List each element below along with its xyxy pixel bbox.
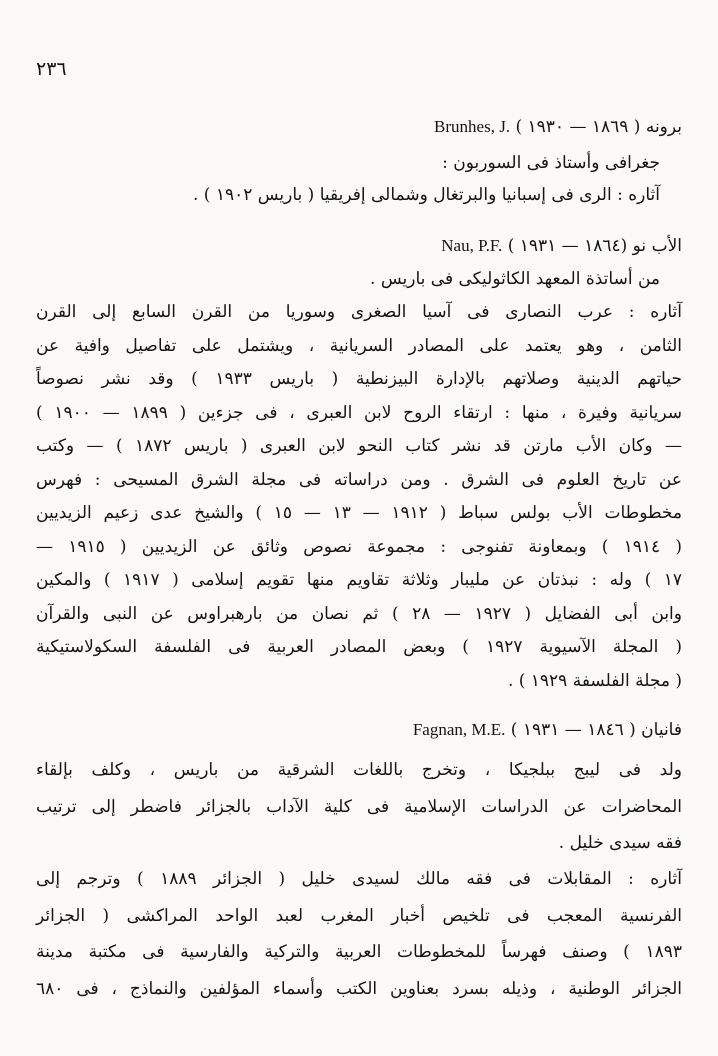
entry-heading-nau (435, 233, 682, 263)
entry-line: عن تاريخ العلوم فى الشرق . ومن دراساته فى مجلة الشرق المسيحى : فهرس (36, 470, 682, 490)
entry-line: جغرافى وأستاذ فى السوربون : (442, 153, 660, 173)
entry-line: من أساتذة المعهد الكاثوليكى فى باريس . (370, 269, 660, 289)
entry-heading-arabic: فانيان ( ١٨٤٦ — ١٩٣١ ) (510, 720, 682, 740)
entry-line: ( مجلة الفلسفة ١٩٢٩ ) . (507, 671, 682, 691)
entry-heading-arabic: برونه ( ١٨٦٩ — ١٩٣٠ ) (515, 117, 682, 137)
entry-line: آثاره : الرى فى إسبانيا والبرتغال وشمالى إفريقيا ( باريس ١٩٠٢ ) . (192, 185, 660, 205)
entry-heading-latin: Nau, P.F. (441, 236, 503, 255)
entry-heading-latin: Fagnan, M.E. (412, 720, 506, 739)
entry-line: الجزائر الوطنية ، وذيله بسرد بعناوين الكتب وأسماء المؤلفين والنماذج ، فى ٦٨٠ (36, 979, 682, 999)
entry-line: ١٨٩٣ ) وصنف فهرساً للمخطوطات العربية والتركية والفارسية فى مكتبة مدينة (36, 942, 682, 962)
entry-line: ( المجلة الآسيوية ١٩٢٧ ) وبعض المصادر العربية فى الفلسفة السكولاستيكية (36, 637, 682, 657)
entry-line: وابن أبى الفضايل ( ١٩٢٧ — ٢٨ ) ثم نصان من بارهبراوس عن النبى والقرآن (36, 604, 682, 624)
entry-line: — وكان الأب مارتن قد نشر كتاب النحو لابن العبرى ( باريس ١٨٧٢ ) — وكتب (36, 436, 682, 456)
entry-line: سريانية وفيرة ، منها : ارتقاء الروح لابن العبرى ، فى جزءين ( ١٨٩٩ — ١٩٠٠ ) (36, 403, 683, 423)
entry-heading-arabic: الأب نو (١٨٦٤ — ١٩٣١ ) (507, 236, 682, 256)
entry-line: حياتهم الدينية وصلاتهم بالإدارة البيزنطية ( باريس ١٩٣٣ ) وقد نشر نصوصاً (36, 369, 683, 389)
entry-heading-latin: Brunhes, J. (434, 117, 511, 136)
page-number: ٢٣٦ (36, 58, 67, 80)
entry-line: الفرنسية المعجب فى تلخيص أخبار المغرب لعبد الواحد المراكشى ( الجزائر (36, 906, 682, 926)
entry-line: آثاره : عرب النصارى فى آسيا الصغرى وسوريا من القرن السابع إلى القرن (36, 302, 682, 322)
entry-line: ( ١٩١٤ ) وبمعاونة تفنوجى : مجموعة نصوص وثائق عن الزيديين ( ١٩١٥ — (36, 537, 683, 557)
entry-line: ١٧ ) وله : نبذتان عن مليبار وثلاثة تقاويم منها تقويم إسلامى ( ١٩١٧ ) والمكين (36, 570, 683, 590)
entry-line: فقه سيدى خليل . (558, 833, 682, 853)
entry-heading-brunhes (428, 114, 682, 144)
entry-line: الثامن ، وهو يعتمد على المصادر السريانية ، ويشتمل على تفاصيل وافية عن (36, 336, 682, 356)
entry-line: المحاضرات عن الدراسات الإسلامية فى كلية الآداب بالجزائر فاضطر إلى ترتيب (36, 797, 682, 817)
entry-line: آثاره : المقابلات فى فقه مالك لسيدى خليل ( الجزائر ١٨٨٩ ) وترجم إلى (36, 869, 682, 889)
entry-line: مخطوطات الأب بولس سباط ( ١٩١٢ — ١٣ — ١٥ ) والشيخ عدى زعيم الزيديين (36, 503, 682, 523)
entry-line: ولد فى ليبج ببلجيكا ، وتخرج باللغات الشرقية من باريس ، وكلف بإلقاء (36, 760, 682, 780)
entry-heading-fagnan (407, 717, 682, 747)
